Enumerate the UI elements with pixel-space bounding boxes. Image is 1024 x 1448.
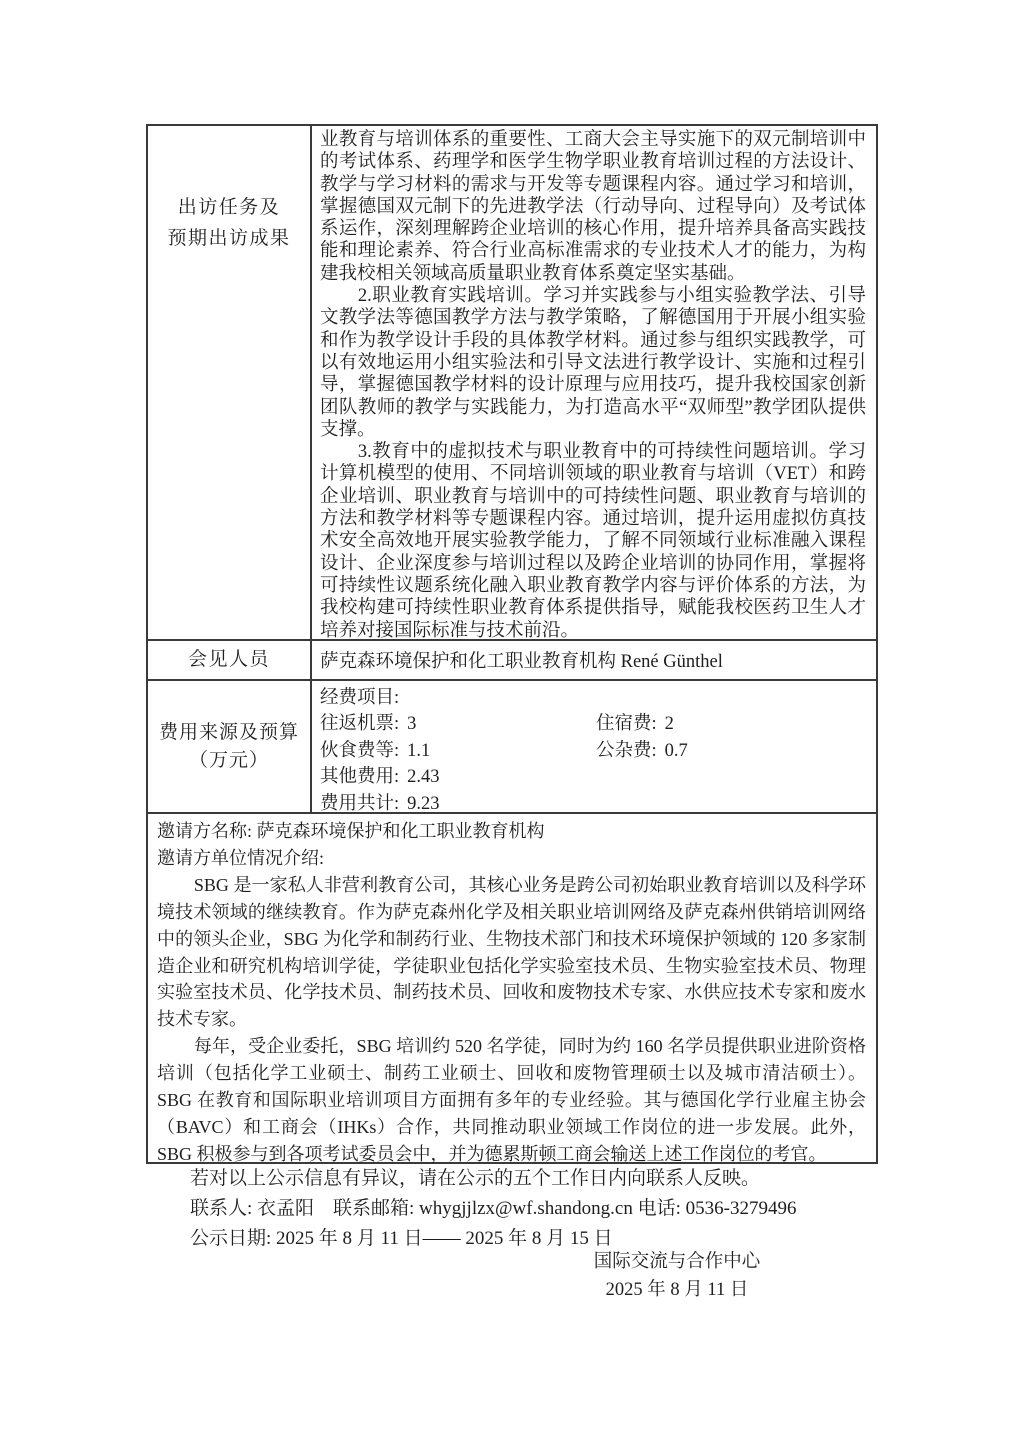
- inviter-paragraph-1: SBG 是一家私人非营利教育公司，其核心业务是跨公司初始职业教育培训以及科学环境技术领域的继续教育。作为萨克森州化学及相关职业培训网络及萨克森州供销培训网络中的领头企业，SBG 为化学和制药行业、生物技术部门和技术环境保护领域的 120 多家制造企业和研究机构培训学徒，学徒职业包括化学实验室技术员、生物实验室技术员、物理实验室技术员、化学技术员、制药技术员、回收和废物技术专家、水供应技术专家和废水技术专家。: [157, 874, 866, 1030]
- table-row-inviter: [148, 812, 876, 1162]
- tasks-label-line2: 预期出访成果: [167, 228, 291, 249]
- budget-total-label: 费用共计:: [320, 793, 400, 812]
- budget-airfare-label: 往返机票:: [320, 714, 400, 735]
- budget-lodging: [596, 714, 674, 734]
- budget-misc-value: 0.7: [664, 740, 688, 761]
- budget-total-value: 9.23: [407, 793, 440, 812]
- budget-meals-label: 伙食费等:: [320, 740, 400, 761]
- budget-meals: [320, 738, 596, 764]
- table-row-budget: [148, 679, 876, 812]
- table-row-meeting: [148, 639, 876, 679]
- inviter-paragraph-2: 每年，受企业委托，SBG 培训约 520 名学徒，同时为约 160 名学员提供职业进阶资格培训（包括化学工业硕士、制药工业硕士、回收和废物管理硕士以及城市清洁硕士）。SBG 在教育和国际职业培训项目方面拥有多年的专业经验。其与德国化学行业雇主协会（BAVC）和工商会（IHKs）合作，共同推动职业领域工作岗位的进一步发展。此外，SBG 积极参与到各项考试委员会中，并为德累斯顿工商会输送上述工作岗位的考官。: [157, 1036, 866, 1164]
- budget-airfare: [320, 711, 596, 737]
- inviter-intro-heading: 邀请方单位情况介绍:: [157, 847, 325, 868]
- budget-section-header: 经费项目:: [320, 688, 400, 708]
- budget-line-meals-misc: [320, 738, 866, 764]
- contact-line: 联系人: 衣孟阳 联系邮箱: whygjjlzx@wf.shandong.cn 电话: 0536-3279496: [190, 1198, 797, 1219]
- tasks-paragraph-3: 3.教育中的虚拟技术与职业教育中的可持续性问题培训。学习计算机模型的使用、不同培训领域的职业教育与培训（VET）和跨企业培训、职业教育与培训中的可持续性问题、职业教育与培训的方法和教学材料等专题课程内容。通过培训，提升运用虚拟仿真技术安全高效地开展实验教学能力，了解不同领域行业标准融入课程设计、企业深度参与培训过程以及跨企业培训的协同作用，掌握将可持续性议题系统化融入职业教育教学内容与评价体系的方法，为我校构建可持续性职业教育体系提供指导，赋能我校医药卫生人才培养对接国际标准与技术前沿。: [320, 442, 866, 639]
- tasks-content-cell: [312, 126, 876, 639]
- budget-other-label: 其他费用:: [320, 767, 400, 788]
- budget-label-cell: [148, 681, 312, 812]
- budget-other-value: 2.43: [407, 767, 440, 788]
- publicity-period-line: 公示日期: 2025 年 8 月 11 日—— 2025 年 8 月 15 日: [190, 1228, 613, 1249]
- meeting-content-cell: [312, 641, 876, 679]
- budget-misc: [596, 741, 688, 761]
- tasks-paragraph-2: 2.职业教育实践培训。学习并实践参与小组实验教学法、引导文教学法等德国教学方法与教学策略，了解德国用于开展小组实验和作为教学设计手段的具体教学材料。通过参与组织实践教学，可以有效地运用小组实验法和引导文法进行教学设计、实施和过程引导，掌握德国教学材料的设计原理与应用技巧，提升我校国家创新团队教师的教学与实践能力，为打造高水平“双师型”教学团队提供支撑。: [320, 286, 866, 440]
- budget-line-airfare-lodging: [320, 711, 866, 737]
- inviter-content-cell: [148, 814, 876, 1168]
- budget-meals-value: 1.1: [407, 740, 431, 761]
- budget-airfare-value: 3: [407, 714, 417, 735]
- tasks-label-cell: [148, 126, 312, 639]
- table-row-tasks: [148, 126, 876, 639]
- budget-content-cell: [312, 681, 876, 812]
- budget-lodging-label: 住宿费:: [596, 714, 657, 735]
- budget-misc-label: 公杂费:: [596, 740, 657, 761]
- budget-lodging-value: 2: [664, 714, 674, 735]
- budget-label-line1: 费用来源及预算: [158, 721, 299, 743]
- meeting-label-cell: [148, 641, 312, 679]
- notice-table: [146, 124, 878, 1164]
- footer-notes: [190, 1164, 880, 1254]
- signature-date: 2025 年 8 月 11 日: [605, 1279, 749, 1300]
- signature-org: 国际交流与合作中心: [593, 1252, 761, 1272]
- tasks-paragraph-continuation: 业教育与培训体系的重要性、工商大会主导实施下的双元制培训中的考试体系、药理学和医学生物学职业教育培训过程的方法设计、教学与学习材料的需求与开发等专题课程内容。通过学习和培训，掌握德国双元制下的先进教学法（行动导向、过程导向）及考试体系运作，深刻理解跨企业培训的核心作用，提升培养具备高实践技能和理论素养、符合行业高标准需求的专业技术人才的能力，为构建我校相关领域高质量职业教育体系奠定坚实基础。: [320, 130, 866, 284]
- budget-label-line2: （万元）: [188, 749, 269, 771]
- objection-line: 若对以上公示信息有异议，请在公示的五个工作日内向联系人反映。: [190, 1168, 761, 1189]
- budget-line-other: [320, 764, 866, 790]
- meeting-value: 萨克森环境保护和化工职业教育机构 René Günthel: [320, 652, 723, 672]
- signature-block: [584, 1249, 770, 1304]
- meeting-label: 会见人员: [187, 649, 270, 670]
- budget-line-total: [320, 791, 866, 812]
- inviter-name-line: 邀请方名称: 萨克森环境保护和化工职业教育机构: [157, 821, 545, 841]
- tasks-label-line1: 出访任务及: [177, 197, 281, 218]
